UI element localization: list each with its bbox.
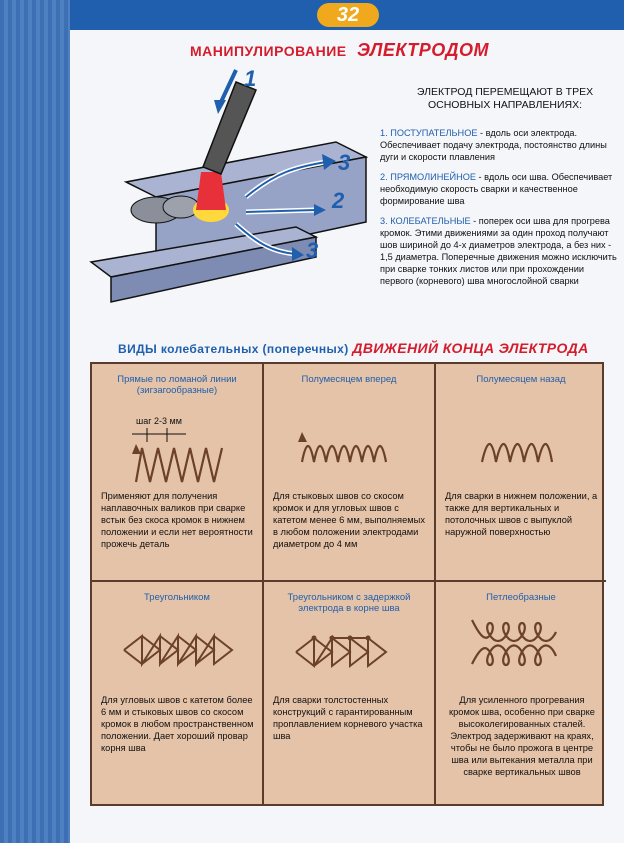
crescent-forward-figure (294, 422, 414, 472)
motion-title: Прямые по ломаной линии (зигзагообразные) (117, 374, 237, 396)
motion-cell-triangle-delay (264, 582, 436, 804)
motion-description: Для угловых швов с катетом более 6 мм и стыковых швов со скосом кромок в любом пространственном положении. Дает хороший провар корня шва (101, 695, 254, 753)
page-binding-edge (0, 0, 70, 843)
header-bar (70, 0, 624, 30)
motion-cell-zigzag (92, 364, 264, 582)
label-direction-3a: 3 (338, 150, 351, 175)
motion-description: Для стыковых швов со скосом кромок и для угловых швов с катетом менее 6 мм, выполняемых в любом положении электродами диаметром до 4 мм (273, 491, 425, 549)
direction-item (380, 127, 618, 163)
crescent-backward-figure (476, 422, 596, 472)
motion-types-table (90, 362, 604, 806)
motion-title: Полумесяцем вперед (301, 374, 397, 385)
section-heading-part1: ВИДЫ колебательных (поперечных) (118, 342, 349, 356)
triangle-delay-figure (288, 626, 418, 686)
direction-heading: 1. ПОСТУПАТЕЛЬНОЕ (380, 128, 478, 138)
intro-text: ЭЛЕКТРОД ПЕРЕМЕЩАЮТ В ТРЕХ ОСНОВНЫХ НАПРАВЛЕНИЯХ: (416, 86, 594, 111)
direction-heading: 2. ПРЯМОЛИНЕЙНОЕ (380, 172, 476, 182)
direction-heading: 3. КОЛЕБАТЕЛЬНЫЕ (380, 216, 471, 226)
section-heading (118, 340, 589, 356)
motion-description: Для сварки в нижнем положении, а также для вертикальных и потолочных швов с выпуклой наружной поверхностью (445, 491, 598, 537)
label-direction-2: 2 (332, 188, 345, 213)
direction-text: - вдоль оси шва. Обеспечивает необходимую скорость сварки и качественное формирование шва (380, 172, 613, 206)
welding-illustration (86, 62, 376, 312)
motion-title: Треугольником с задержкой электрода в корне шва (287, 592, 411, 614)
direction-text: - поперек оси шва для прогрева кромок. Этими движениями за один проход получают шов шириной до 4-х диаметров электрода, а без них - 1,5 диаметра. Поперечные движения можно исключить при сварке тонких листов или при прохождении первого (корневого) шва многослойной сварки (380, 216, 617, 286)
motion-cell-loop (436, 582, 606, 804)
section-heading-part2: ДВИЖЕНИЙ КОНЦА ЭЛЕКТРОДА (352, 340, 589, 356)
motion-title: Полумесяцем назад (476, 374, 566, 385)
title-part1: МАНИПУЛИРОВАНИЕ (190, 43, 347, 59)
motion-cell-crescent-forward (264, 364, 436, 582)
direction-text: - вдоль оси электрода. Обеспечивает подачу электрода, постоянство длины дуги и скорости плавления (380, 128, 607, 162)
book-page (70, 0, 624, 843)
motion-title: Петлеобразные (486, 592, 556, 603)
triangle-pattern-figure (116, 620, 246, 680)
step-label: шаг 2-3 мм (136, 416, 182, 426)
motion-description: Для сварки толстостенных конструкций с гарантированным проплавлением корневого участка шва (273, 695, 423, 741)
directions-list (380, 127, 618, 295)
motion-cell-triangle (92, 582, 264, 804)
page-number: 32 (317, 3, 379, 27)
motion-description: Для усиленного прогревания кромок шва, особенно при сварке высоколегированных сталей. Электрод задерживают на краях, чтобы не было прожога в центре шва или вытекания металла при сварке вертикальных швов (449, 695, 595, 777)
motion-cell-crescent-backward (436, 364, 606, 582)
label-direction-3b: 3 (306, 238, 319, 263)
title-part2: ЭЛЕКТРОДОМ (357, 40, 489, 60)
page-title (190, 40, 489, 61)
label-direction-1: 1 (244, 66, 257, 91)
direction-item (380, 171, 618, 207)
zigzag-pattern-figure (120, 412, 240, 492)
direction-item (380, 215, 618, 287)
motion-description: Применяют для получения наплавочных валиков при сварке встык без скоса кромок в нижнем положении и если нет вероятности прожечь деталь (101, 491, 253, 549)
loop-pattern-figure (466, 606, 596, 696)
motion-title: Треугольником (144, 592, 210, 603)
